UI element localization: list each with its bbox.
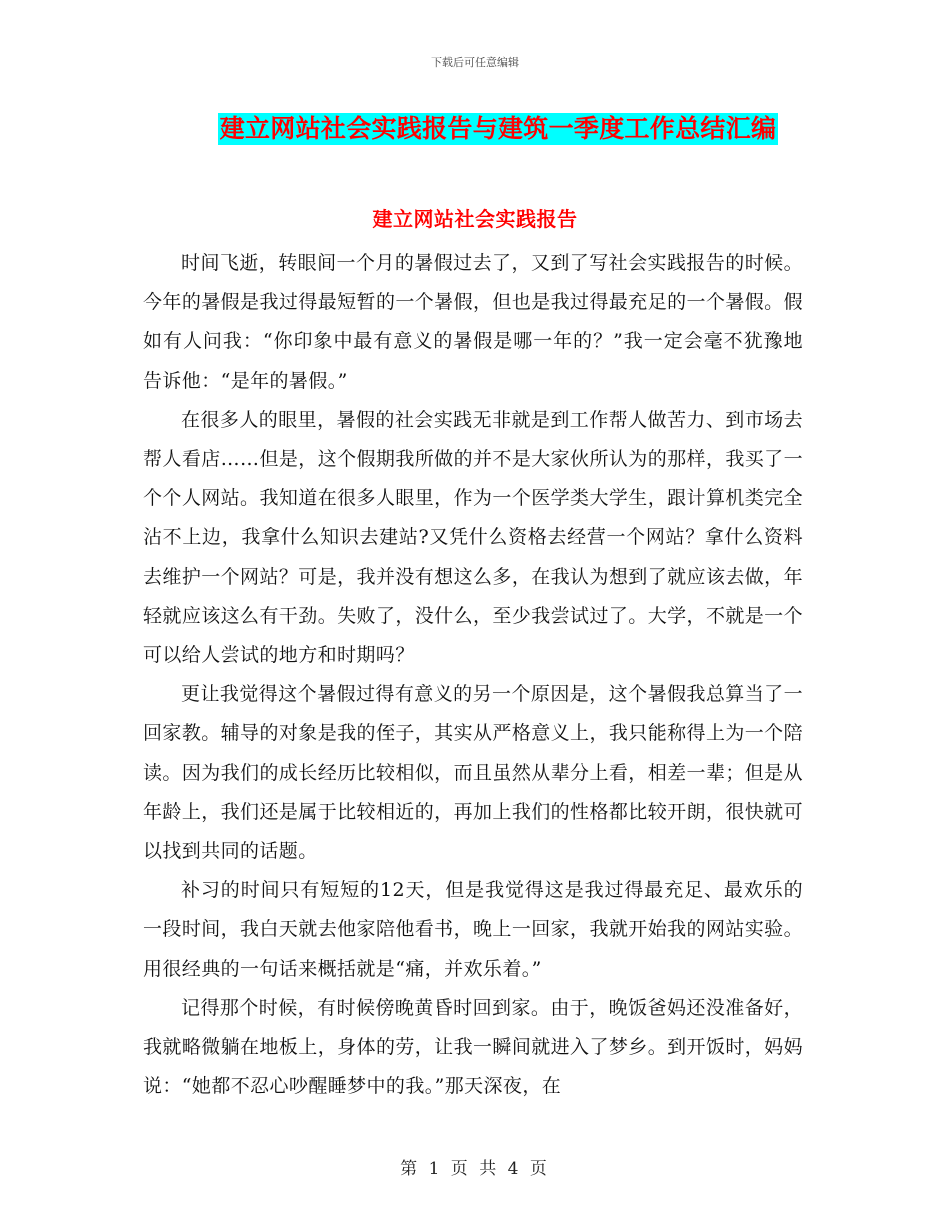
header-note: 下载后可任意编辑 xyxy=(431,56,519,69)
paragraph: 在很多人的眼里，暑假的社会实践无非就是到工作帮人做苦力、到市场去帮人看店……但是，这个假期我所做的并不是大家伙所认为的那样，我买了一个个人网站。我知道在很多人眼里，作为一个医学类大学生，跟计算机类完全沾不上边，我拿什么知识去建站?又凭什么资格去经营一个网站？拿什么资料去维护一个网站？可是，我并没有想这么多，在我认为想到了就应该去做，年轻就应该这么有干劲。失败了，没什么，至少我尝试过了。大学，不就是一个可以给人尝试的地方和时期吗？ xyxy=(143,408,803,667)
main-title: 建立网站社会实践报告与建筑一季度工作总结汇编 xyxy=(219,114,777,143)
section-title: 建立网站社会实践报告 xyxy=(372,207,578,231)
paragraph: 补习的时间只有短短的12天，但是我觉得这是我过得最充足、最欢乐的一段时间，我白天就去他家陪他看书，晚上一回家，我就开始我的网站实验。用很经典的一句话来概括就是“痛，并欢乐着。” xyxy=(143,879,803,980)
body-text xyxy=(143,244,803,1106)
paragraph: 记得那个时候，有时候傍晚黄昏时回到家。由于，晚饭爸妈还没准备好，我就略微躺在地板上，身体的劳，让我一瞬间就进入了梦乡。到开饭时，妈妈说：“她都不忍心吵醒睡梦中的我。”那天深夜，在 xyxy=(143,996,803,1098)
paragraph: 更让我觉得这个暑假过得有意义的另一个原因是，这个暑假我总算当了一回家教。辅导的对象是我的侄子，其实从严格意义上，我只能称得上为一个陪读。因为我们的成长经历比较相似，而且虽然从辈分上看，相差一辈；但是从年龄上，我们还是属于比较相近的，再加上我们的性格都比较开朗，很快就可以找到共同的话题。 xyxy=(143,683,803,863)
main-title-container xyxy=(0,113,950,145)
page-number: 第 1 页 共 4 页 xyxy=(400,1159,550,1179)
paragraph: 时间飞逝，转眼间一个月的暑假过去了，又到了写社会实践报告的时候。今年的暑假是我过得最短暂的一个暑假，但也是我过得最充足的一个暑假。假如有人问我：“你印象中最有意义的暑假是哪一年的？”我一定会毫不犹豫地告诉他：“是年的暑假。” xyxy=(143,252,803,392)
